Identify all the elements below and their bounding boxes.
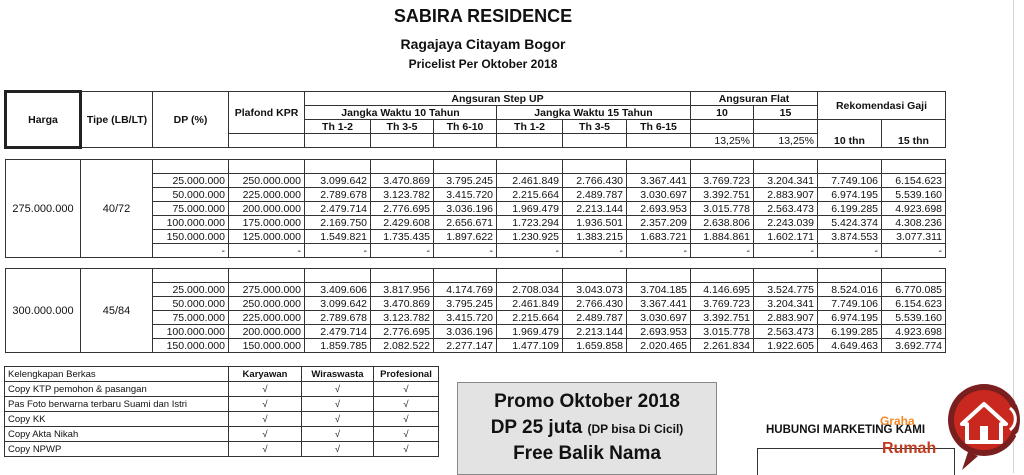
- value-cell: 2.563.473: [754, 202, 818, 216]
- check-mark: √: [229, 397, 302, 412]
- location-subtitle: Ragajaya Citayam Bogor: [400, 36, 566, 52]
- value-cell: 2.776.695: [371, 325, 434, 339]
- promo-dp: [458, 417, 716, 439]
- value-cell: -: [305, 244, 371, 258]
- value-cell: 2.479.714: [305, 325, 371, 339]
- value-cell: 3.030.697: [627, 311, 691, 325]
- berkas-header: Wiraswasta: [302, 367, 374, 382]
- check-mark: √: [374, 427, 439, 442]
- value-cell: 1.683.721: [627, 230, 691, 244]
- value-cell: 2.169.750: [305, 216, 371, 230]
- value-cell: 50.000.000: [153, 297, 229, 311]
- value-cell: 3.015.778: [691, 325, 754, 339]
- value-cell: 2.883.907: [754, 311, 818, 325]
- value-cell: 225.000.000: [229, 188, 305, 202]
- value-cell: 2.693.953: [627, 202, 691, 216]
- value-cell: 3.015.778: [691, 202, 754, 216]
- value-cell: 275.000.000: [229, 283, 305, 297]
- value-cell: 1.602.171: [754, 230, 818, 244]
- berkas-row: [5, 397, 439, 412]
- value-cell: 200.000.000: [229, 202, 305, 216]
- logo-text-graha: Graha: [880, 414, 915, 428]
- check-mark: √: [229, 442, 302, 457]
- value-cell: 3.524.775: [754, 283, 818, 297]
- value-cell: 1.230.925: [497, 230, 563, 244]
- header-gaji-15: 15 thn: [882, 120, 946, 148]
- value-cell: 2.693.953: [627, 325, 691, 339]
- value-cell: 4.923.698: [882, 325, 946, 339]
- promo-box: [457, 382, 717, 475]
- value-cell: 4.174.769: [434, 283, 497, 297]
- value-cell: 4.146.695: [691, 283, 754, 297]
- value-cell: 2.776.695: [371, 202, 434, 216]
- check-mark: √: [229, 412, 302, 427]
- promo-dp-note: (DP bisa Di Cicil): [587, 422, 684, 436]
- harga-cell: 300.000.000: [6, 269, 81, 353]
- berkas-item: Copy KK: [5, 412, 229, 427]
- value-cell: 1.659.858: [563, 339, 627, 353]
- value-cell: 100.000.000: [153, 325, 229, 339]
- value-cell: 2.277.147: [434, 339, 497, 353]
- value-cell: -: [627, 244, 691, 258]
- value-cell: 3.123.782: [371, 311, 434, 325]
- value-cell: 250.000.000: [229, 297, 305, 311]
- spacer-row: [6, 269, 946, 283]
- value-cell: 1.735.435: [371, 230, 434, 244]
- check-mark: √: [302, 382, 374, 397]
- value-cell: 3.367.441: [627, 297, 691, 311]
- value-cell: 5.539.160: [882, 188, 946, 202]
- value-cell: 2.429.608: [371, 216, 434, 230]
- value-cell: -: [818, 244, 882, 258]
- price-table: [4, 90, 946, 353]
- value-cell: 7.749.106: [818, 297, 882, 311]
- value-cell: -: [153, 244, 229, 258]
- value-cell: 7.749.106: [818, 174, 882, 188]
- header-angsuran-step-up: Angsuran Step UP: [305, 92, 691, 106]
- berkas-row: [5, 382, 439, 397]
- value-cell: 6.154.623: [882, 297, 946, 311]
- header-jangka-15: Jangka Waktu 15 Tahun: [497, 106, 691, 120]
- header-flat-15: 15: [754, 106, 818, 120]
- value-cell: 3.392.751: [691, 311, 754, 325]
- value-cell: -: [434, 244, 497, 258]
- flat-rate-10: 13,25%: [691, 134, 754, 148]
- check-mark: √: [302, 442, 374, 457]
- header-th: Th 3-5: [371, 120, 434, 134]
- value-cell: 25.000.000: [153, 174, 229, 188]
- value-cell: 1.859.785: [305, 339, 371, 353]
- value-cell: 2.766.430: [563, 174, 627, 188]
- value-cell: 6.199.285: [818, 202, 882, 216]
- value-cell: 75.000.000: [153, 202, 229, 216]
- value-cell: 200.000.000: [229, 325, 305, 339]
- value-cell: 2.883.907: [754, 188, 818, 202]
- value-cell: 4.923.698: [882, 202, 946, 216]
- value-cell: 1.549.821: [305, 230, 371, 244]
- value-cell: 3.367.441: [627, 174, 691, 188]
- value-cell: 1.922.605: [754, 339, 818, 353]
- berkas-item: Copy NPWP: [5, 442, 229, 457]
- value-cell: 250.000.000: [229, 174, 305, 188]
- value-cell: 3.769.723: [691, 174, 754, 188]
- value-cell: 3.769.723: [691, 297, 754, 311]
- spacer-row: [6, 160, 946, 174]
- value-cell: 6.974.195: [818, 311, 882, 325]
- value-cell: 2.213.144: [563, 202, 627, 216]
- tipe-cell: 45/84: [81, 269, 153, 353]
- value-cell: -: [563, 244, 627, 258]
- value-cell: 1.936.501: [563, 216, 627, 230]
- value-cell: 3.077.311: [882, 230, 946, 244]
- value-cell: 3.043.073: [563, 283, 627, 297]
- header-harga: Harga: [6, 92, 81, 148]
- header-flat-10: 10: [691, 106, 754, 120]
- value-cell: 3.036.196: [434, 325, 497, 339]
- value-cell: 2.479.714: [305, 202, 371, 216]
- value-cell: 3.874.553: [818, 230, 882, 244]
- value-cell: 150.000.000: [153, 230, 229, 244]
- value-cell: 2.789.678: [305, 311, 371, 325]
- value-cell: 2.638.806: [691, 216, 754, 230]
- value-cell: 1.969.479: [497, 325, 563, 339]
- value-cell: 2.656.671: [434, 216, 497, 230]
- value-cell: 3.415.720: [434, 188, 497, 202]
- harga-cell: 275.000.000: [6, 160, 81, 258]
- header-jangka-10: Jangka Waktu 10 Tahun: [305, 106, 497, 120]
- value-cell: 2.461.849: [497, 174, 563, 188]
- header-angsuran-flat: Angsuran Flat: [691, 92, 818, 106]
- value-cell: 1.383.215: [563, 230, 627, 244]
- value-cell: 2.789.678: [305, 188, 371, 202]
- header-th: Th 1-2: [305, 120, 371, 134]
- value-cell: 2.020.465: [627, 339, 691, 353]
- value-cell: 4.649.463: [818, 339, 882, 353]
- value-cell: -: [882, 244, 946, 258]
- logo-text-rumah: Rumah: [882, 440, 937, 457]
- check-mark: √: [302, 427, 374, 442]
- value-cell: 8.524.016: [818, 283, 882, 297]
- value-cell: 50.000.000: [153, 188, 229, 202]
- value-cell: 75.000.000: [153, 311, 229, 325]
- value-cell: 5.539.160: [882, 311, 946, 325]
- value-cell: 2.708.034: [497, 283, 563, 297]
- promo-dp-value: DP 25 juta: [490, 417, 583, 438]
- value-cell: 100.000.000: [153, 216, 229, 230]
- value-cell: 3.817.956: [371, 283, 434, 297]
- value-cell: 2.243.039: [754, 216, 818, 230]
- value-cell: 1.477.109: [497, 339, 563, 353]
- berkas-item: Pas Foto berwarna terbaru Suami dan Istri: [5, 397, 229, 412]
- check-mark: √: [302, 397, 374, 412]
- flat-rate-15: 13,25%: [754, 134, 818, 148]
- promo-title: Promo Oktober 2018: [494, 391, 680, 412]
- value-cell: 3.415.720: [434, 311, 497, 325]
- pricelist-date: Pricelist Per Oktober 2018: [408, 57, 558, 71]
- check-mark: √: [229, 382, 302, 397]
- value-cell: 2.489.787: [563, 188, 627, 202]
- berkas-row: [5, 427, 439, 442]
- value-cell: 3.030.697: [627, 188, 691, 202]
- value-cell: 5.424.374: [818, 216, 882, 230]
- value-cell: 1.884.861: [691, 230, 754, 244]
- value-cell: 3.795.245: [434, 174, 497, 188]
- value-cell: 6.770.085: [882, 283, 946, 297]
- header-tipe: Tipe (LB/LT): [81, 92, 153, 148]
- house-bubble-icon: [878, 384, 1024, 473]
- value-cell: 175.000.000: [229, 216, 305, 230]
- header-th: Th 3-5: [563, 120, 627, 134]
- check-mark: √: [302, 412, 374, 427]
- value-cell: 2.082.522: [371, 339, 434, 353]
- value-cell: -: [497, 244, 563, 258]
- value-cell: -: [754, 244, 818, 258]
- value-cell: 225.000.000: [229, 311, 305, 325]
- value-cell: 2.563.473: [754, 325, 818, 339]
- value-cell: 1.723.294: [497, 216, 563, 230]
- value-cell: 3.204.341: [754, 174, 818, 188]
- check-mark: √: [374, 382, 439, 397]
- value-cell: 3.099.642: [305, 297, 371, 311]
- header-gaji-10: 10 thn: [818, 120, 882, 148]
- check-mark: √: [374, 442, 439, 457]
- value-cell: 3.795.245: [434, 297, 497, 311]
- header-th: Th 1-2: [497, 120, 563, 134]
- value-cell: 6.974.195: [818, 188, 882, 202]
- value-cell: 2.215.664: [497, 311, 563, 325]
- check-mark: √: [374, 412, 439, 427]
- value-cell: -: [229, 244, 305, 258]
- value-cell: 25.000.000: [153, 283, 229, 297]
- value-cell: 4.308.236: [882, 216, 946, 230]
- berkas-row: [5, 442, 439, 457]
- berkas-header: Karyawan: [229, 367, 302, 382]
- berkas-table: [4, 366, 439, 457]
- value-cell: 2.261.834: [691, 339, 754, 353]
- value-cell: 3.204.341: [754, 297, 818, 311]
- value-cell: 2.489.787: [563, 311, 627, 325]
- value-cell: 150.000.000: [229, 339, 305, 353]
- check-mark: √: [374, 397, 439, 412]
- berkas-item: Copy Akta Nikah: [5, 427, 229, 442]
- value-cell: 2.215.664: [497, 188, 563, 202]
- value-cell: 3.470.869: [371, 297, 434, 311]
- value-cell: 3.704.185: [627, 283, 691, 297]
- page-title: SABIRA RESIDENCE: [393, 6, 573, 26]
- header-rekomendasi-gaji: Rekomendasi Gaji: [818, 92, 946, 120]
- berkas-header: Profesional: [374, 367, 439, 382]
- contact-label: HUBUNGI MARKETING KAMI: [766, 424, 926, 436]
- header-th: Th 6-10: [434, 120, 497, 134]
- check-mark: √: [229, 427, 302, 442]
- berkas-row: [5, 412, 439, 427]
- value-cell: 150.000.000: [153, 339, 229, 353]
- value-cell: -: [691, 244, 754, 258]
- header-dp: DP (%): [153, 92, 229, 148]
- value-cell: 6.154.623: [882, 174, 946, 188]
- value-cell: 1.969.479: [497, 202, 563, 216]
- berkas-header: Kelengkapan Berkas: [5, 367, 229, 382]
- header-th: Th 6-15: [627, 120, 691, 134]
- promo-free: Free Balik Nama: [513, 443, 661, 464]
- berkas-item: Copy KTP pemohon & pasangan: [5, 382, 229, 397]
- berkas-header-row: [5, 367, 439, 382]
- value-cell: 3.409.606: [305, 283, 371, 297]
- value-cell: 1.897.622: [434, 230, 497, 244]
- tipe-cell: 40/72: [81, 160, 153, 258]
- value-cell: 2.766.430: [563, 297, 627, 311]
- value-cell: 3.099.642: [305, 174, 371, 188]
- value-cell: 3.392.751: [691, 188, 754, 202]
- value-cell: 2.461.849: [497, 297, 563, 311]
- value-cell: 3.123.782: [371, 188, 434, 202]
- value-cell: 2.213.144: [563, 325, 627, 339]
- value-cell: 2.357.209: [627, 216, 691, 230]
- header-plafond: Plafond KPR: [229, 92, 305, 134]
- value-cell: 6.199.285: [818, 325, 882, 339]
- value-cell: 3.036.196: [434, 202, 497, 216]
- value-cell: 125.000.000: [229, 230, 305, 244]
- value-cell: 3.470.869: [371, 174, 434, 188]
- value-cell: 3.692.774: [882, 339, 946, 353]
- value-cell: -: [371, 244, 434, 258]
